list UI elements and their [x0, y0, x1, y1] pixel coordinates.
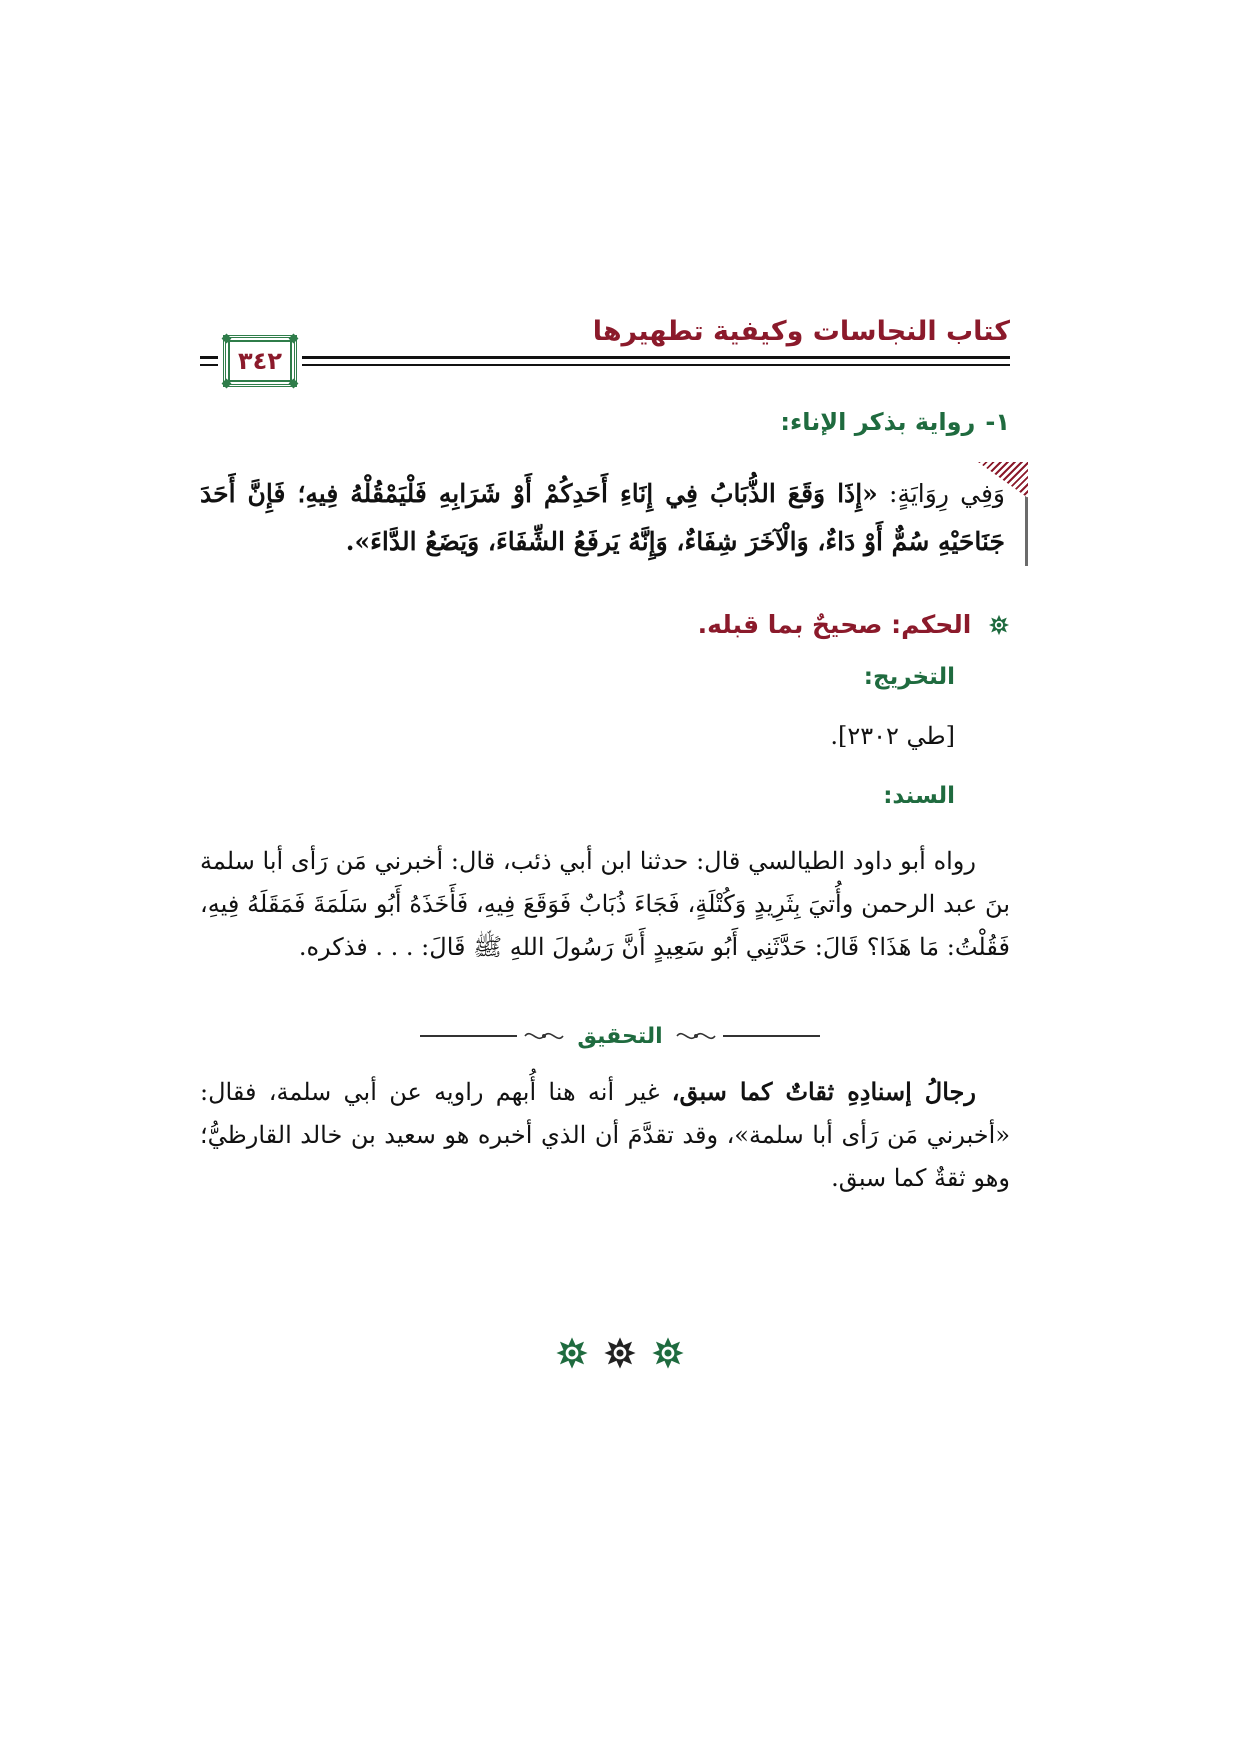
- section-number: ١-: [985, 408, 1010, 436]
- section-title: رواية بذكر الإناء:: [780, 408, 976, 436]
- verification-divider: [420, 1021, 820, 1051]
- divider-line: [723, 1035, 820, 1037]
- section-heading: [780, 408, 1010, 436]
- ruling-label: الحكم:: [891, 610, 972, 639]
- rosette-star-icon: [555, 1336, 589, 1370]
- hadith-frame: [200, 462, 1028, 566]
- verification-paragraph: [200, 1070, 1010, 1200]
- verification-lead: رجالُ إسنادِهِ ثقاتٌ كما سبق،: [671, 1077, 976, 1106]
- closing-ornaments: [0, 1336, 1240, 1370]
- page-number-badge: [228, 340, 292, 382]
- takhrij-reference: [طي ٢٣٠٢].: [830, 722, 955, 750]
- verification-body: غير أنه هنا أُبهم راويه عن أبي سلمة، فقال: «أخبرني مَن رَأى أبا سلمة»، وقد تقدَّمَ أن الذي أخبره هو سعيد بن خالد القارظيُّ؛ وهو ثقةٌ كما سبق.: [200, 1078, 1010, 1192]
- rosette-star-icon: [651, 1336, 685, 1370]
- verification-title: التحقيق: [577, 1023, 663, 1049]
- takhrij-label: التخريج:: [863, 664, 955, 690]
- swirl-ornament-icon: [675, 1028, 717, 1044]
- ruling-value: صحيحٌ بما قبله.: [697, 610, 883, 639]
- ruling-line: [698, 610, 1010, 639]
- running-header: [200, 316, 1010, 386]
- header-rule: [200, 364, 1010, 366]
- swirl-ornament-icon: [523, 1028, 565, 1044]
- divider-line: [420, 1035, 517, 1037]
- sanad-label: السند:: [883, 783, 955, 809]
- book-title: كتاب النجاسات وكيفية تطهيرها: [592, 316, 1010, 347]
- sanad-paragraph: رواه أبو داود الطيالسي قال: حدثنا ابن أبي ذئب، قال: أخبرني مَن رَأى أبا سلمة بنَ عبد الرحمن وأُتيَ بِثَرِيدٍ وَكُتْلَةٍ، فَجَاءَ ذُبَابٌ فَوَقَعَ فِيهِ، فَأَخَذَهُ أَبُو سَلَمَةَ فَمَقَلَهُ فِيهِ، فَقُلْتُ: مَا هَذَا؟ قَالَ: حَدَّثَنِي أَبُو سَعِيدٍ أَنَّ رَسُولَ اللهِ ﷺ قَالَ: . . . فذكره.: [200, 847, 1010, 961]
- hadith-intro: وَفِي رِوَايَةٍ:: [889, 479, 1005, 508]
- badge-corner-ornament: [289, 334, 299, 344]
- badge-corner-ornament: [222, 334, 232, 344]
- page-number: ٣٤٢: [238, 347, 282, 375]
- header-rule: [200, 356, 1010, 359]
- rosette-star-icon: [603, 1336, 637, 1370]
- hadith-body: «إِذَا وَقَعَ الذُّبَابُ فِي إِنَاءِ أَحَدِكُمْ أَوْ شَرَابِهِ فَلْيَمْقُلْهُ فِيهِ؛ فَإِنَّ أَحَدَ جَنَاحَيْهِ سُمٌّ أَوْ دَاءٌ، وَالْآخَرَ شِفَاءٌ، وَإِنَّهُ يَرفَعُ الشِّفَاءَ، وَيَضَعُ الدَّاءَ».: [200, 479, 1005, 556]
- badge-corner-ornament: [222, 379, 232, 389]
- badge-corner-ornament: [289, 379, 299, 389]
- rosette-star-icon: [988, 614, 1010, 636]
- hadith-quote: [200, 470, 1005, 566]
